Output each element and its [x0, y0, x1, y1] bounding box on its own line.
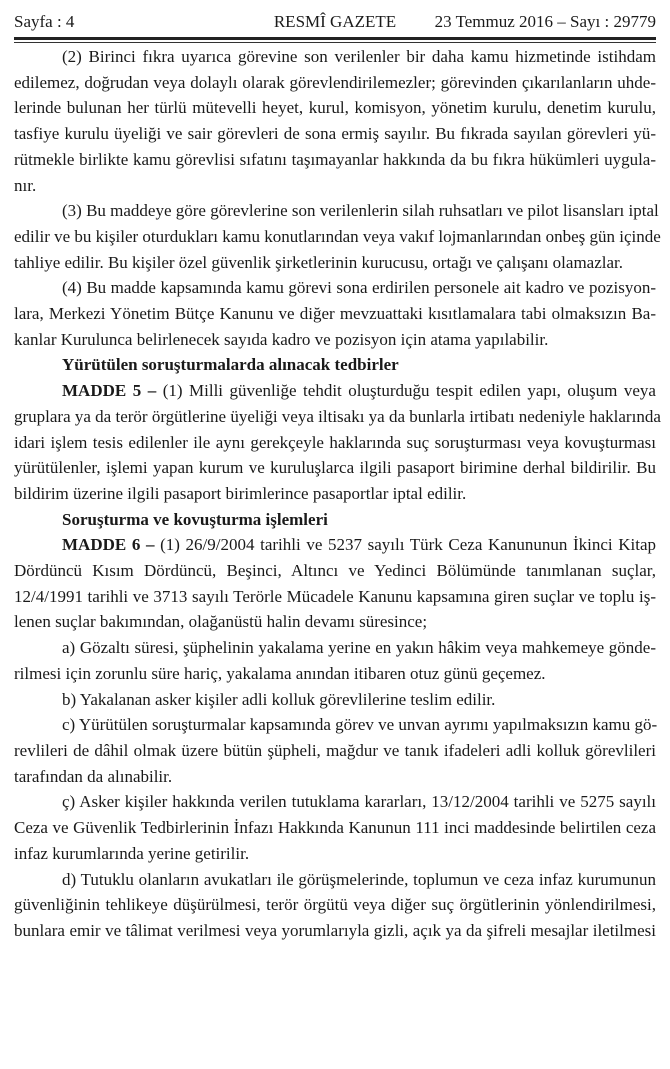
text-line: c) Yürütülen soruşturmalar kapsamında görev ve unvan ayrımı yapılmaksızın kamu gö-	[62, 715, 658, 735]
text-segment: (1) Milli güvenliğe tehdit oluşturduğu tespit edilen yapı, oluşum veya	[156, 381, 656, 401]
text-line: kanlar Kurulunca belirlenecek sayıda kadro ve pozisyon için atama yapılabilir.	[14, 329, 549, 349]
text-line: ç) Asker kişiler hakkında verilen tutuklama kararları, 13/12/2004 tarihli ve 5275 sayılı	[62, 792, 656, 812]
paragraph-2	[14, 44, 656, 198]
text-line: (2) Birinci fıkra uyarıca görevine son verilenler bir daha kamu hizmetinde istihdam	[62, 47, 656, 66]
text-line: lara, Merkezi Yönetim Bütçe Kanunu ve diğer mevzuattaki kısıtlamalara tabi olmaksızın Ba-	[14, 304, 656, 324]
text-line: Ceza ve Güvenlik Tedbirlerinin İnfazı Hakkında Kanunun 111 inci maddesinde belirtilen ceza	[14, 818, 656, 838]
paragraph-4	[14, 275, 656, 352]
item-a	[14, 635, 656, 686]
page-header	[14, 11, 656, 33]
article-5	[14, 378, 661, 507]
article-label: MADDE 5 –	[62, 381, 157, 401]
paragraph-3	[14, 198, 661, 275]
text-line: rütmekle birlikte kamu görevlisi sıfatını taşımayanlar hakkında da bu fıkra hükümleri uygula-	[14, 149, 656, 169]
publication-title: RESMÎ GAZETE	[273, 12, 397, 31]
header-rule-thin	[14, 42, 656, 43]
item-d	[14, 867, 656, 944]
article-6	[14, 532, 656, 635]
text-line: tasfiye kurulu üyeliği ve sair görevleri de sona ermiş sayılır. Bu fıkrada sayılan görevleri yü-	[14, 124, 656, 144]
item-c-cedilla	[14, 789, 656, 866]
text-line: a) Gözaltı süresi, şüphelinin yakalama yerine en yakın hâkim veya mahkemeye gönde-	[62, 638, 656, 658]
text-line	[14, 378, 656, 404]
text-line: nır.	[14, 175, 37, 195]
document-body	[14, 44, 661, 944]
text-line: d) Tutuklu olanların avukatları ile görüşmelerinde, toplumun ve ceza infaz kurumunun	[62, 869, 656, 889]
text-line: bunlara emir ve tâlimat verilmesi veya yorumlarıyla gizli, açık ya da şifreli mesajlar iletilmesi	[14, 920, 656, 940]
item-c	[14, 712, 656, 789]
section-heading-madde-6: Soruşturma ve kovuşturma işlemleri	[62, 509, 328, 529]
text-line: edilir ve bu kişiler oturdukları kamu konutlarından veya vakıf lojmanlarından onbeş gün içinde	[14, 226, 661, 246]
text-line: lerinde bulunan her türlü mütevelli heyet, kurul, komisyon, yönetim kurulu, denetim kurulu,	[14, 98, 656, 118]
header-rule-thick	[14, 37, 656, 40]
text-line: revlileri de dâhil olmak üzere bütün şüpheli, mağdur ve tanık ifadeleri adli kolluk görevlileri	[14, 740, 656, 760]
text-line: Dördüncü Kısım Dördüncü, Beşinci, Altıncı ve Yedinci Bölümünde tanımlanan suçlar,	[14, 561, 656, 581]
item-b	[14, 687, 656, 713]
text-line: b) Yakalanan asker kişiler adli kolluk görevlilerine teslim edilir.	[62, 689, 496, 709]
article-label: MADDE 6 –	[62, 535, 155, 555]
text-line: güvenliğinin tehlikeye düşürülmesi, terör örgütü veya diğer suç örgütlerinin yönlendirilmesi,	[14, 895, 656, 915]
text-line: tarafından da alınabilir.	[14, 766, 173, 786]
text-line: infaz kurumlarında yerine getirilir.	[14, 843, 250, 863]
date-issue: 23 Temmuz 2016 – Sayı : 29779	[434, 12, 656, 31]
text-line: gruplara ya da terör örgütlerine üyeliği veya iltisakı ya da bunlarla irtibatı nedeniyle haklarında	[14, 406, 661, 426]
section-heading-madde-5: Yürütülen soruşturmalarda alınacak tedbirler	[62, 355, 399, 375]
text-line: tahliye edilir. Bu kişiler özel güvenlik şirketlerinin kurucusu, ortağı ve çalışanı olamazlar.	[14, 252, 623, 272]
text-line: rilmesi için zorunlu süre hariç, yakalama anından itibaren otuz günü geçemez.	[14, 663, 546, 683]
text-line: 12/4/1991 tarihli ve 3713 sayılı Terörle Mücadele Kanunu kapsamına giren suçlar ve toplu iş-	[14, 586, 656, 606]
text-line: bildirim üzerine ilgili pasaport birimlerince pasaportlar iptal edilir.	[14, 483, 467, 503]
text-segment: (1) 26/9/2004 tarihli ve 5237 sayılı Türk Ceza Kanununun İkinci Kitap	[154, 535, 657, 555]
text-line: edilemez, doğrudan veya dolaylı olarak görevlendirilemezler; görevinden çıkarılanların uhde-	[14, 72, 656, 92]
text-line: idari işlem tesis edilenler ile aynı gerekçeyle haklarında suç soruşturması veya kovuşturması	[14, 432, 656, 452]
text-line: (4) Bu madde kapsamında kamu görevi sona erdirilen personele ait kadro ve pozisyon-	[62, 278, 656, 298]
text-line: (3) Bu maddeye göre görevlerine son verilenlerin silah ruhsatları ve pilot lisansları iptal	[62, 201, 659, 221]
text-line	[14, 532, 656, 558]
text-line: yürütülenler, işlemi yapan kurum ve kuruluşlarca ilgili pasaport birimine derhal bildirilir. Bu	[14, 458, 656, 478]
text-line: lenen suçlar bakımından, olağanüstü halin devamı süresince;	[14, 612, 428, 632]
page-number: Sayfa : 4	[14, 12, 75, 31]
